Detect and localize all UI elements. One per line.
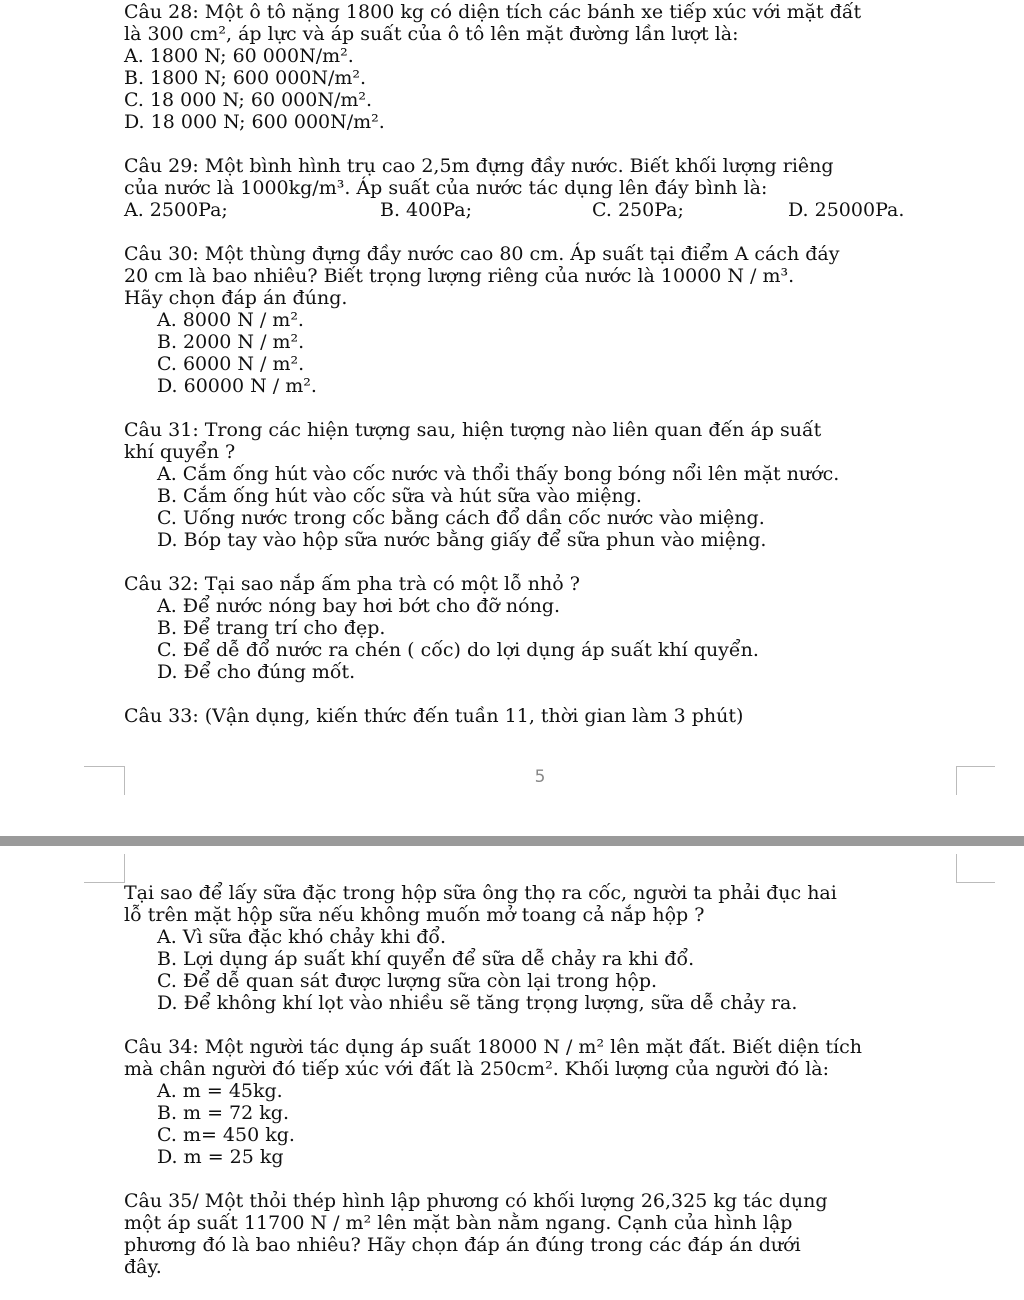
answer-option-a: A. Cắm ống hút vào cốc nước và thổi thấy bong bóng nổi lên mặt nước. [157,463,840,485]
page-content [124,1,964,749]
answer-option-b: B. Lợi dụng áp suất khí quyển để sữa dễ chảy ra khi đổ. [157,948,695,970]
page-corner-mark-top-left [84,854,125,883]
question-stem: Câu 30: Một thùng đựng đầy nước cao 80 cm. Áp suất tại điểm A cách đáy [124,243,840,265]
question-32 [124,573,964,683]
question-30 [124,243,964,397]
answer-option-d: D. 18 000 N; 600 000N/m². [124,111,385,133]
answer-option-c: C. Để dễ quan sát được lượng sữa còn lại trong hộp. [157,970,658,992]
answer-option-a: A. 8000 N / m². [157,309,304,331]
question-stem: lỗ trên mặt hộp sữa nếu không muốn mở toang cả nắp hộp ? [124,904,705,926]
question-34 [124,1036,964,1168]
question-33-continued [124,882,964,1014]
question-stem: Câu 29: Một bình hình trụ cao 2,5m đựng đầy nước. Biết khối lượng riêng [124,155,834,177]
question-stem: Tại sao để lấy sữa đặc trong hộp sữa ông thọ ra cốc, người ta phải đục hai [124,882,837,904]
question-35 [124,1190,964,1278]
question-28 [124,1,964,133]
document-page-6 [0,846,1024,1280]
question-stem: Câu 35/ Một thỏi thép hình lập phương có khối lượng 26,325 kg tác dụng [124,1190,828,1212]
question-stem: khí quyển ? [124,441,236,463]
answer-option-b: B. 400Pa; [380,199,472,221]
answer-option-a: A. 2500Pa; [124,199,228,221]
answer-option-a: A. m = 45kg. [157,1080,283,1102]
answer-option-a: A. Vì sữa đặc khó chảy khi đổ. [157,926,447,948]
answer-option-b: B. Để trang trí cho đẹp. [157,617,386,639]
answer-option-d: D. 60000 N / m². [157,375,317,397]
question-stem: Hãy chọn đáp án đúng. [124,287,348,309]
question-stem: đây. [124,1256,162,1278]
question-stem: Câu 31: Trong các hiện tượng sau, hiện tượng nào liên quan đến áp suất [124,419,822,441]
page-corner-mark-top-right [956,854,995,883]
answer-option-d: D. m = 25 kg [157,1146,284,1168]
answer-option-b: B. Cắm ống hút vào cốc sữa và hút sữa vào miệng. [157,485,642,507]
question-stem: của nước là 1000kg/m³. Áp suất của nước tác dụng lên đáy bình là: [124,177,768,199]
answer-option-d: D. Để không khí lọt vào nhiều sẽ tăng trọng lượng, sữa dễ chảy ra. [157,992,798,1014]
page-corner-mark-bottom-left [84,766,125,795]
answer-option-b: B. m = 72 kg. [157,1102,289,1124]
question-stem: Câu 34: Một người tác dụng áp suất 18000 N / m² lên mặt đất. Biết diện tích [124,1036,862,1058]
answer-option-b: B. 1800 N; 600 000N/m². [124,67,367,89]
answer-option-c: C. Để dễ đổ nước ra chén ( cốc) do lợi dụng áp suất khí quyển. [157,639,759,661]
question-stem: một áp suất 11700 N / m² lên mặt bàn nằm ngang. Cạnh của hình lập [124,1212,793,1234]
page-content [124,882,964,1300]
answer-option-d: D. Bóp tay vào hộp sữa nước bằng giấy để sữa phun vào miệng. [157,529,767,551]
question-stem: phương đó là bao nhiêu? Hãy chọn đáp án đúng trong các đáp án dưới [124,1234,801,1256]
page-corner-mark-bottom-right [956,766,995,795]
question-stem: mà chân người đó tiếp xúc với đất là 250cm². Khối lượng của người đó là: [124,1058,830,1080]
question-stem: 20 cm là bao nhiêu? Biết trọng lượng riêng của nước là 10000 N / m³. [124,265,795,287]
page-gap [0,836,1024,846]
answer-option-d: D. 25000Pa. [788,199,905,221]
answer-option-d: D. Để cho đúng mốt. [157,661,356,683]
answer-option-b: B. 2000 N / m². [157,331,305,353]
question-stem: là 300 cm², áp lực và áp suất của ô tô lên mặt đường lần lượt là: [124,23,739,45]
question-29 [124,155,964,221]
answer-option-c: C. 18 000 N; 60 000N/m². [124,89,373,111]
answer-option-a: A. Để nước nóng bay hơi bớt cho đỡ nóng. [157,595,561,617]
page-number: 5 [534,767,546,787]
answer-options-row [124,199,964,221]
answer-option-c: C. 6000 N / m². [157,353,305,375]
question-stem: Câu 28: Một ô tô nặng 1800 kg có diện tích các bánh xe tiếp xúc với mặt đất [124,1,862,23]
question-stem: Câu 33: (Vận dụng, kiến thức đến tuần 11, thời gian làm 3 phút) [124,705,744,727]
answer-option-c: C. Uống nước trong cốc bằng cách đổ dần cốc nước vào miệng. [157,507,765,529]
question-33 [124,705,964,727]
answer-option-c: C. m= 450 kg. [157,1124,295,1146]
answer-option-c: C. 250Pa; [592,199,684,221]
answer-option-a: A. 1800 N; 60 000N/m². [124,45,354,67]
question-stem: Câu 32: Tại sao nắp ấm pha trà có một lỗ nhỏ ? [124,573,580,595]
question-31 [124,419,964,551]
